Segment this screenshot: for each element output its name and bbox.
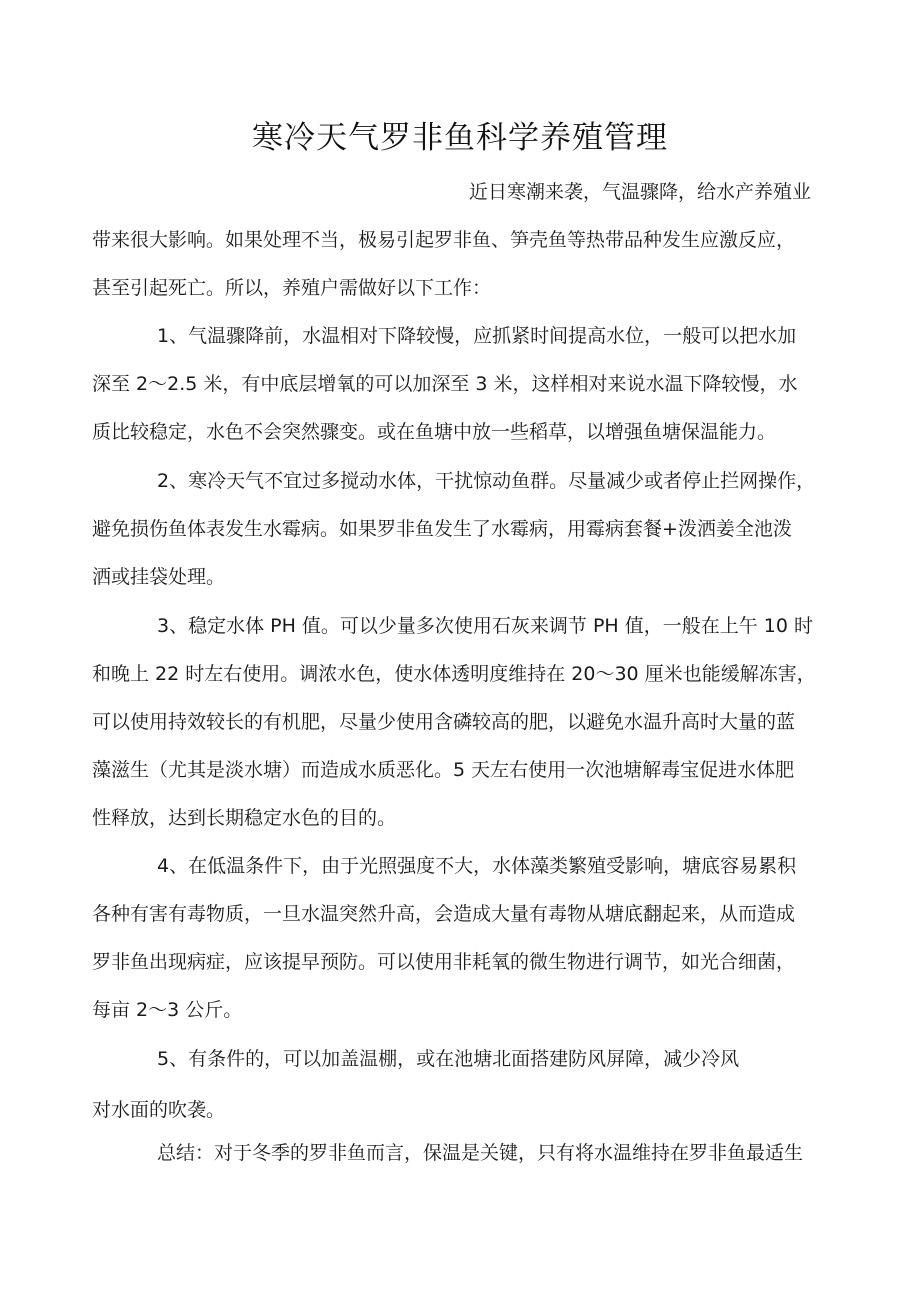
para1-line-1: 1、气温骤降前，水温相对下降较慢，应抓紧时间提高水位，一般可以把水加 [157,325,797,347]
para3-line-2: 和晚上 22 时左右使用。调浓水色，使水体透明度维持在 20～30 厘米也能缓解冻害， [92,663,816,685]
document-title: 寒冷天气罗非鱼科学养殖管理 [252,120,668,156]
para3-line-3: 可以使用持效较长的有机肥，尽量少使用含磷较高的肥，以避免水温升高时大量的蓝 [92,711,796,733]
summary-line-1: 总结：对于冬季的罗非鱼而言，保温是关键，只有将水温维持在罗非鱼最适生 [157,1142,804,1164]
intro-line-3: 甚至引起死亡。所以，养殖户需做好以下工作： [92,277,492,299]
para4-line-2: 各种有害有毒物质，一旦水温突然升高，会造成大量有毒物从塘底翻起来，从而造成 [92,903,796,925]
para1-line-3: 质比较稳定，水色不会突然骤变。或在鱼塘中放一些稻草，以增强鱼塘保温能力。 [92,421,777,443]
para4-line-4: 每亩 2～3 公斤。 [92,999,243,1021]
para2-line-1: 2、寒冷天气不宜过多搅动水体，干扰惊动鱼群。尽量减少或者停止拦网操作， [157,470,816,492]
para3-line-1: 3、稳定水体 PH 值。可以少量多次使用石灰来调节 PH 值，一般在上午 10 时 [157,615,813,637]
para2-line-2: 避免损伤鱼体表发生水霉病。如果罗非鱼发生了水霉病，用霉病套餐+泼洒姜全池泼 [92,518,792,540]
para2-line-3: 洒或挂袋处理。 [92,566,226,588]
para4-line-3: 罗非鱼出现病症，应该提早预防。可以使用非耗氧的微生物进行调节，如光合细菌， [92,951,796,973]
intro-line-2: 带来很大影响。如果处理不当，极易引起罗非鱼、笋壳鱼等热带品种发生应激反应， [92,229,796,251]
intro-line-1: 近日寒潮来袭，气温骤降，给水产养殖业 [469,181,812,203]
para3-line-5: 性释放，达到长期稳定水色的目的。 [92,807,397,829]
para5-line-2: 对水面的吹袭。 [92,1099,226,1121]
para4-line-1: 4、在低温条件下，由于光照强度不大，水体藻类繁殖受影响，塘底容易累积 [157,855,797,877]
para1-line-2: 深至 2～2.5 米，有中底层增氧的可以加深至 3 米，这样相对来说水温下降较慢，水 [92,373,798,395]
para5-line-1: 5、有条件的，可以加盖温棚，或在池塘北面搭建防风屏障，减少冷风 [157,1048,740,1070]
para3-line-4: 藻滋生（尤其是淡水塘）而造成水质恶化。5 天左右使用一次池塘解毒宝促进水体肥 [92,759,795,781]
